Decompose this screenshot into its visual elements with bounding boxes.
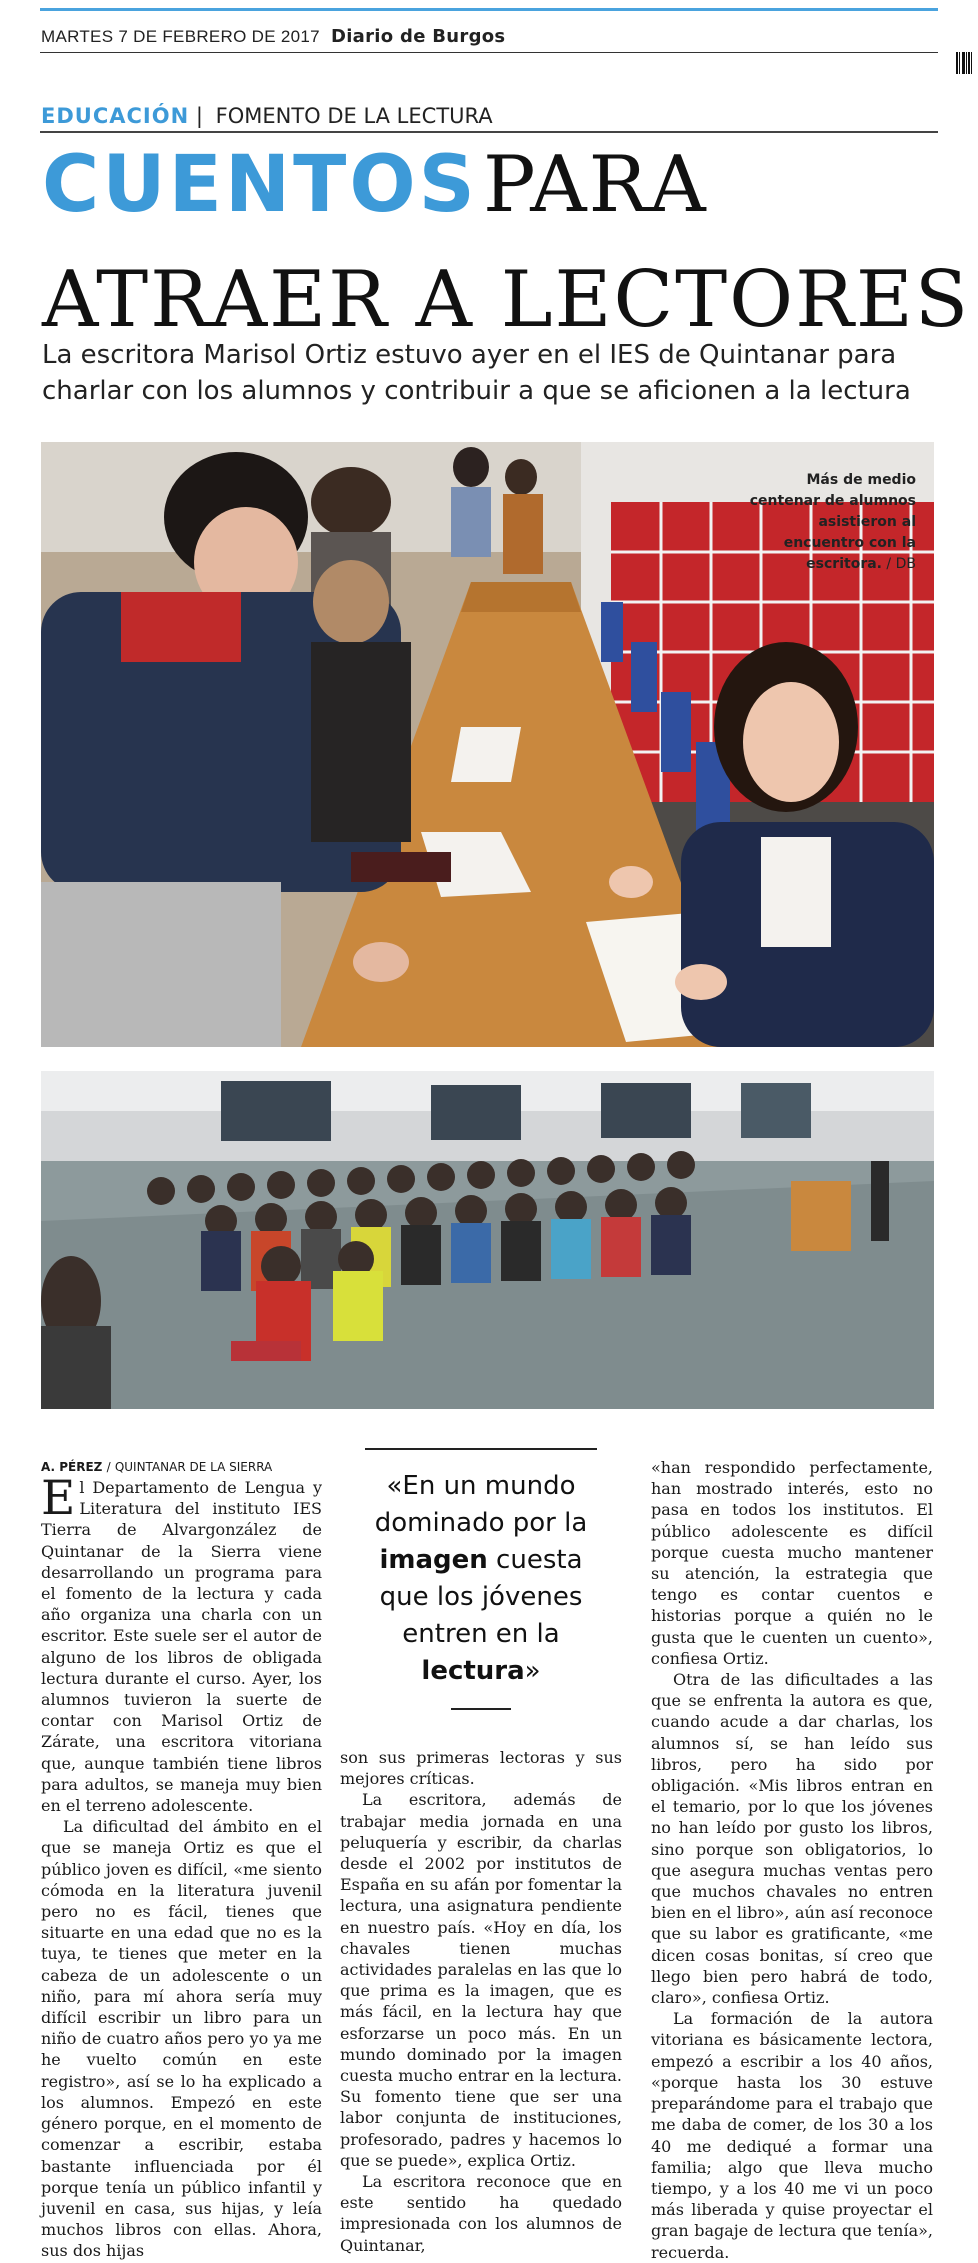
section-separator: | (195, 104, 203, 128)
paragraph: son sus primeras lectoras y sus mejores críticas. (340, 1748, 622, 1789)
masthead-rule (40, 52, 938, 53)
top-accent-rule (40, 8, 938, 11)
article-deck: La escritora Marisol Ortiz estuvo ayer en el IES de Quintanar para charlar con los alumnos y contribuir a que se aficionen a la lectura (42, 340, 911, 406)
headline-highlight: CUENTOS (42, 140, 478, 230)
paragraph: La escritora reconoce que en este sentido ha quedado impresionada con los alumnos de Quintanar, (340, 2172, 622, 2255)
masthead-date: MARTES 7 DE FEBRERO DE 2017 (41, 27, 320, 46)
newspaper-name: Diario de Burgos (330, 26, 506, 47)
photo-author-signing (41, 442, 934, 1047)
section-rule (40, 131, 938, 133)
article-column-3 (651, 1457, 933, 2263)
barcode-icon (955, 50, 973, 76)
paragraph: «han respondido perfectamente, han mostrado interés, esto no pasa en todos los institutos. El público adolescente es difícil porque cuesta mucho mantener su atención, la estrategia que tengo es contar cuentos e historias porque a quién no le gusta que le cuenten un cuento», confiesa Ortiz. (651, 1458, 933, 1668)
pull-quote-rule (451, 1708, 511, 1710)
byline-author: A. PÉREZ (41, 1460, 103, 1474)
section-subtitle: FOMENTO DE LA LECTURA (215, 104, 493, 128)
headline-line-2: ATRAER A LECTORES (42, 255, 971, 345)
byline-separator: / (106, 1460, 111, 1474)
paragraph: La escritora, además de trabajar media jornada en una peluquería y escribir, da charlas desde el 2002 por institutos de España en su afán por fomentar la lectura, una asignatura pendiente en nuestro país. «Hoy en día, los chavales tienen muchas actividades paralelas en las que lo que prima es la imagen, que es más fácil, en la lectura hay que esforzarse un poco más. En un mundo dominado por la imagen cuesta mucho entrar en la lectura. Su fomento tiene que ser una labor conjunta de instituciones, profesorado, padres y hacemos lo que se puede», explica Ortiz. (340, 1790, 622, 2170)
photo-auditorium (41, 1071, 934, 1409)
byline (41, 1457, 322, 1477)
byline-place: QUINTANAR DE LA SIERRA (114, 1460, 273, 1474)
pull-quote-bold-2: lectura (421, 1656, 525, 1686)
section-header (41, 104, 493, 128)
paragraph: Otra de las dificultades a las que se enfrenta la autora es que, cuando acude a dar charlas, los alumnos sí, se han leído sus libros, pero ha sido por obligación. «Mis libros entran en el temario, por lo que los jóvenes no han leído por gusto los libros, sino porque son obligatorios, lo que asegura muchas ventas pero que muchos chavales no entren bien en el libro», aún así reconoce que su labor es gratificante, «me dicen cosas bonitas, sí creo que llego bien pero habrá de todo, claro», confiesa Ortiz. (651, 1670, 933, 2008)
paragraph: La dificultad del ámbito en el que se maneja Ortiz es que el público joven es difícil, «me siento cómoda en la literatura juvenil pero no es fácil, tienes que situarte en una edad que no es la tuya, te tienes que meter en la cabeza de un adolescente o un niño, para mí ahora sería muy difícil escribir un libro para un niño de cuatro años pero yo ya me he vuelto común en este registro», así se lo ha explicado a los alumnos. Empezó en este género porque, en el momento de comenzar a escribir, estaba bastante influenciada por él porque tenía un público infantil y juvenil en casa, sus hijas, y leía muchos libros con ellas. Ahora, sus dos hijas (41, 1817, 322, 2261)
pull-quote-text-2: cuesta que los jóvenes entren en la (379, 1545, 583, 1649)
paragraph-text: l Departamento de Lengua y Literatura del instituto IES Tierra de Alvargonzález de Quintanar de la Sierra viene desarrollando un programa para el fomento de la lectura y cada año organiza una charla con un escritor. Este suele ser el autor de alguno de los libros de obligada lectura durante el curso. Ayer, los alumnos tuvieron la suerte de contar con Marisol Ortiz de Zárate, una escritora vitoriana que, aunque también tiene libros para adultos, se maneja muy bien en el terreno adolescente. (41, 1478, 322, 1816)
headline-word-para: PARA (482, 140, 708, 230)
photo-caption-text: Más de medio centenar de alumnos asistieron al encuentro con la escritora. (749, 472, 916, 572)
photo-caption (736, 470, 916, 575)
pull-quote (365, 1448, 597, 1710)
article-column-1 (41, 1457, 322, 2262)
drop-cap: E (41, 1471, 76, 1526)
photo-auditorium-illustration (41, 1071, 934, 1409)
masthead (41, 26, 505, 47)
pull-quote-text-1: «En un mundo dominado por la (374, 1471, 588, 1538)
paragraph: La formación de la autora vitoriana es básicamente lectora, empezó a escribir a los 40 años, «porque hasta los 30 estuve preparándome para el trabajo que me daba de comer, de los 30 a los 40 me dediqué a formar una familia; algo que lleva mucho tiempo, y a los 40 me vi un poco más liberada y quise proyectar el gran bagaje de lectura que tenía», recuerda. (651, 2009, 933, 2262)
pull-quote-bold-1: imagen (379, 1545, 488, 1575)
paragraph (41, 1471, 322, 1816)
section-kicker: EDUCACIÓN (41, 104, 190, 128)
pull-quote-text-3: » (524, 1656, 541, 1686)
photo-credit: / DB (881, 556, 916, 572)
headline (42, 138, 970, 347)
article-column-2 (340, 1747, 622, 2256)
